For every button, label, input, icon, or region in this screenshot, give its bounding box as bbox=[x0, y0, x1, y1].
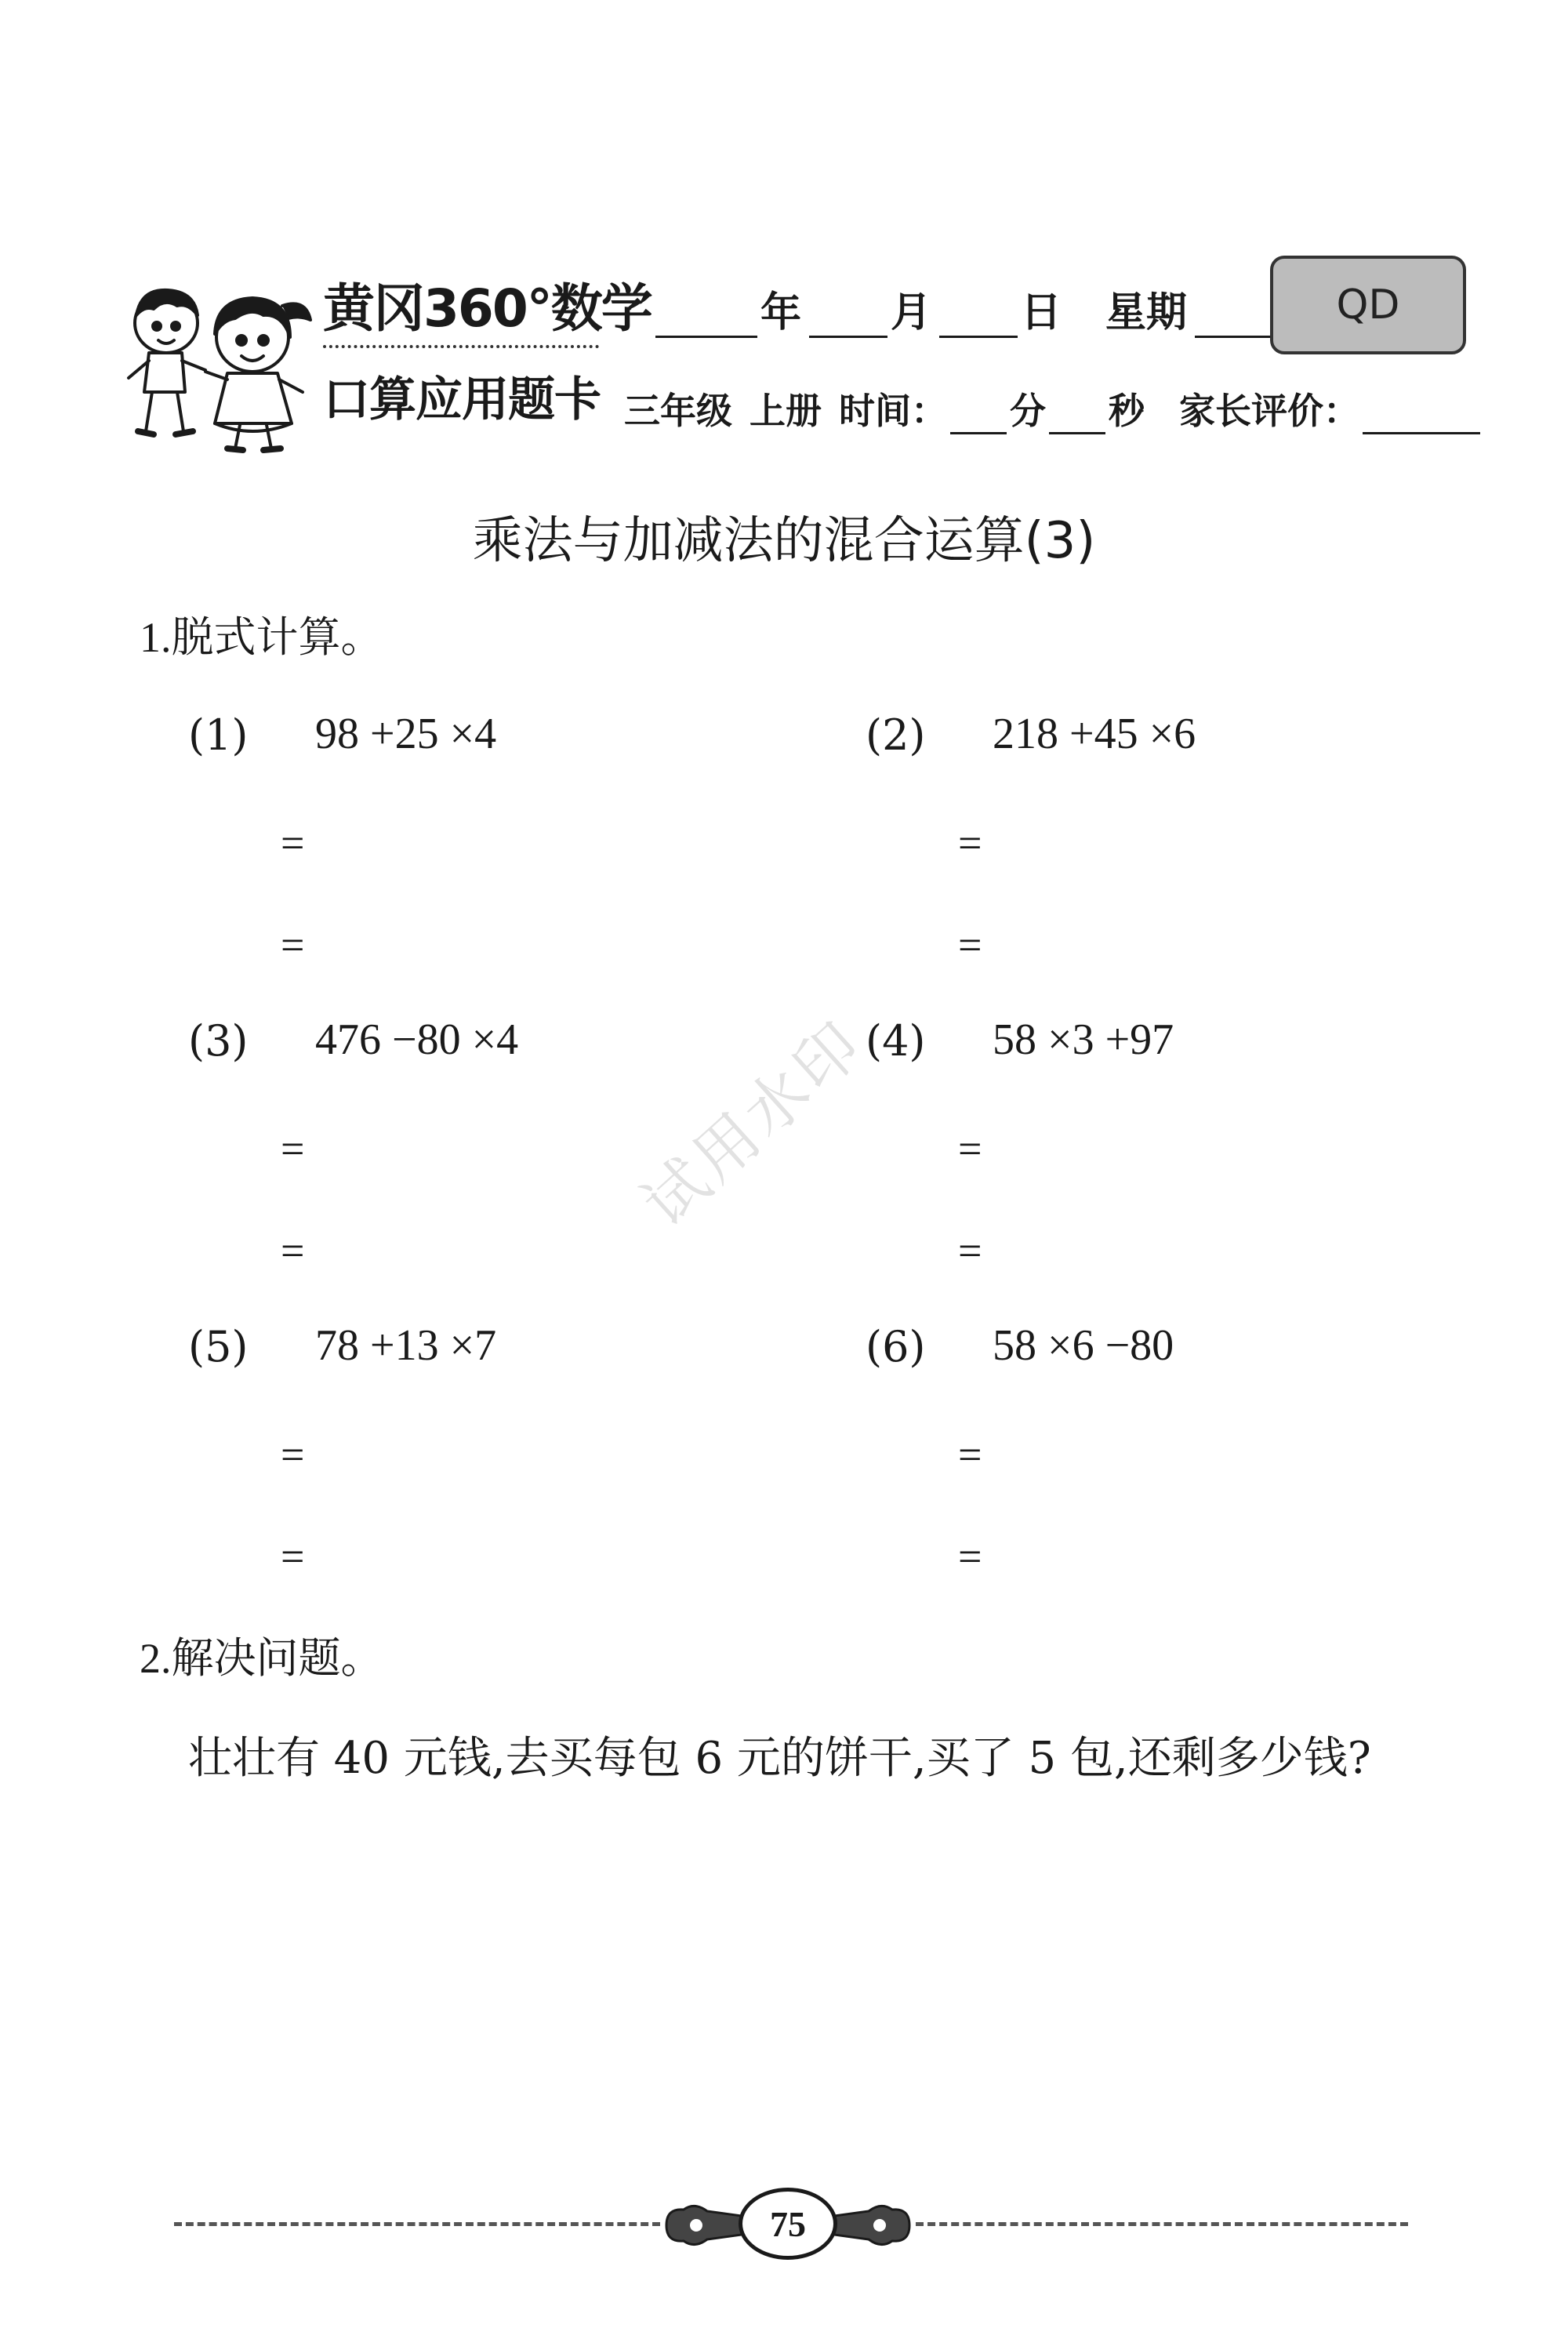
weekday-label: 星期 bbox=[1105, 289, 1188, 336]
question-2-heading bbox=[140, 1625, 383, 1685]
info-line bbox=[624, 383, 1483, 434]
parent-eval-blank[interactable] bbox=[1363, 399, 1480, 434]
date-line bbox=[652, 279, 1276, 338]
problem-3-equals-2: = bbox=[281, 1227, 305, 1274]
minute-label: 分 bbox=[1010, 390, 1046, 432]
minute-blank[interactable] bbox=[950, 399, 1007, 434]
brand-divider bbox=[323, 345, 599, 348]
question-1-heading bbox=[140, 604, 383, 664]
brand-title: 黄冈360°数学 bbox=[323, 278, 652, 339]
page-number: 75 bbox=[739, 2188, 837, 2260]
question-2-number: 2. bbox=[140, 1635, 172, 1682]
second-blank[interactable] bbox=[1049, 399, 1105, 434]
day-label: 日 bbox=[1021, 289, 1062, 336]
footer-dash-right bbox=[916, 2222, 1408, 2226]
problem-5-equals-2: = bbox=[281, 1533, 305, 1580]
trial-watermark: 试用水印 bbox=[629, 1006, 878, 1241]
problem-5-equals-1: = bbox=[281, 1431, 305, 1478]
month-label: 月 bbox=[891, 289, 932, 336]
time-label: 时间： bbox=[839, 390, 947, 432]
question-2-title: 解决问题。 bbox=[171, 1633, 383, 1683]
problem-1-label: (1) bbox=[188, 710, 249, 760]
cartoon-kids-logo bbox=[118, 274, 329, 455]
day-blank[interactable] bbox=[939, 298, 1018, 338]
problem-2-equals-1: = bbox=[958, 819, 982, 866]
problem-4-equals-1: = bbox=[958, 1125, 982, 1172]
problem-3-label: (3) bbox=[188, 1016, 249, 1066]
question-1-number: 1. bbox=[140, 614, 172, 661]
question-1-title: 脱式计算。 bbox=[171, 612, 383, 662]
problem-3-expression: 476 −80 ×4 bbox=[315, 1015, 519, 1064]
brand-subtitle: 口算应用题卡 bbox=[323, 372, 601, 427]
footer-dash-left bbox=[174, 2222, 660, 2226]
problem-5-expression: 78 +13 ×7 bbox=[315, 1321, 497, 1370]
problem-5-label: (5) bbox=[188, 1322, 249, 1371]
volume-label: 上册 bbox=[750, 390, 822, 432]
problem-3-equals-1: = bbox=[281, 1125, 305, 1172]
year-label: 年 bbox=[760, 289, 802, 336]
problem-4-equals-2: = bbox=[958, 1227, 982, 1274]
problem-6-label: (6) bbox=[866, 1322, 926, 1371]
problem-1-expression: 98 +25 ×4 bbox=[315, 710, 497, 758]
section-title: 乘法与加减法的混合运算(3) bbox=[472, 512, 1096, 570]
year-blank[interactable] bbox=[655, 298, 757, 338]
second-label: 秒 bbox=[1109, 390, 1145, 432]
problem-6-equals-2: = bbox=[958, 1533, 982, 1580]
grade-label: 三年级 bbox=[624, 390, 732, 432]
page-number-ornament bbox=[660, 2188, 916, 2263]
problem-2-equals-2: = bbox=[958, 921, 982, 968]
edition-badge: QD bbox=[1270, 256, 1466, 354]
month-blank[interactable] bbox=[809, 298, 887, 338]
problem-1-equals-2: = bbox=[281, 921, 305, 968]
problem-4-expression: 58 ×3 +97 bbox=[993, 1015, 1174, 1064]
weekday-blank[interactable] bbox=[1195, 298, 1273, 338]
problem-4-label: (4) bbox=[866, 1016, 926, 1066]
problem-6-expression: 58 ×6 −80 bbox=[993, 1321, 1174, 1370]
problem-2-expression: 218 +45 ×6 bbox=[993, 710, 1196, 758]
word-problem-text: 壮壮有 40 元钱,去买每包 6 元的饼干,买了 5 包,还剩多少钱? bbox=[188, 1733, 1371, 1784]
parent-eval-label: 家长评价： bbox=[1179, 390, 1359, 432]
problem-2-label: (2) bbox=[866, 710, 926, 760]
problem-1-equals-1: = bbox=[281, 819, 305, 866]
problem-6-equals-1: = bbox=[958, 1431, 982, 1478]
